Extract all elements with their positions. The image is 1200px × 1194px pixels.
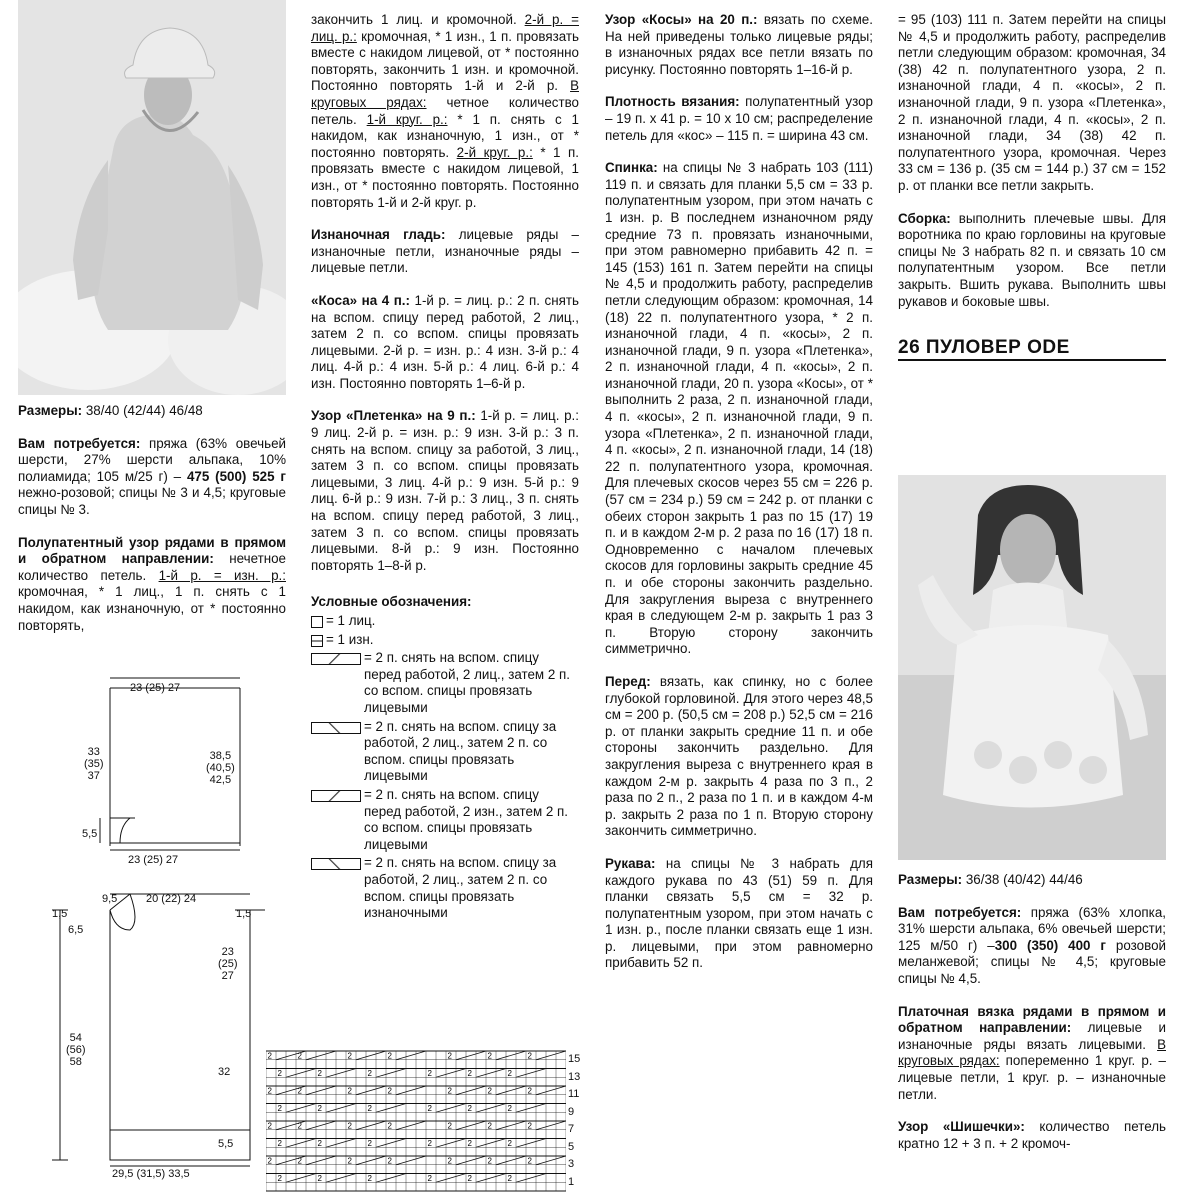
chart-row-number: 13 [568, 1070, 581, 1083]
cable-slash [356, 1086, 386, 1095]
cable-4-paragraph: «Коса» на 4 п.: 1-й р. = лиц. р.: 2 п. снять на вспом. спицу перед работой, 2 лиц., затем 2 п. со вспом. спицы провязать лицевыми. 2-й р. = изн. р.: 4 изн. 3-й р.: 4 лиц. 4-й р.: 4 изн. 5-й р.: 4 лиц. 6-й р.: 4 изн. Постоянно повторять 1–6-й р. [311, 292, 580, 391]
schema-right-label: 38,5 (40,5) 42,5 [206, 750, 235, 786]
cable-mark: 2 [277, 1068, 282, 1078]
cable-mark: 2 [317, 1068, 322, 1078]
body-schema [40, 890, 290, 1190]
half-patent-cont-paragraph: закончить 1 лиц. и кромочной. 2-й р. = лиц. р.: кромочная, * 1 изн., 1 п. провязать вместе с накидом лицевой, от * постоянно повторять, закончить 1 изн. и кромочной. Постоянно повторять 1-й и 2-й р. В круговых рядах: четное количество петель. 1-й круг. р.: * 1 п. снять с 1 накидом, как изнаночную, 1 изн., от * постоянно повторять. 2-й круг. р.: * 1 п. провязать вместе с накидом лицевой, 1 изн., от * постоянно повторять. Постоянно повторять 1-й и 2-й круг. р. [311, 12, 580, 210]
sleeves-cont-paragraph: = 95 (103) 111 п. Затем перейти на спицы № 4,5 и продолжить работу, распределив петли следующим образом: кромочная, 34 (38) 42 п. полупатентного узора, 2 п. изнаночной глади, 4 п. «косы», 2 п. изнаночной глади, 9 п. узора «Плетенка», 2 п. изнаночной глади, 4 п. «косы», 2 п. изнаночной глади, 34 (38) 42 п. полупатентного узора, кромочная. Через 33 см = 136 р. (35 см = 144 р.) 37 см = 152 р. от планки все петли закрыть. [898, 12, 1166, 193]
cable-slash [326, 1069, 356, 1078]
photo-model-bucket-hat [18, 0, 286, 395]
front-paragraph: Перед: вязать, как спинку, но с более глубокой горловиной. Для этого через 48,5 см = 200 р. (50,5 см = 208 р.) 52,5 см = 216 р. от планки закрыть средние 11 п. и обе стороны закончить раздельно. Для закругления выреза с внутреннего края в каждом 2-м р. закрыть 4 раза по 3 п., 2 раза по 2 п., 2 раза по 1 п. и в каждом 4-м р. закрыть 2 раза по 1 п. Вторую сторону закончить симметрично. [605, 673, 873, 839]
sleeve-schema [40, 668, 290, 868]
gauge-paragraph: Плотность вязания: полупатентный узор – 19 п. х 41 р. = 10 х 10 см; распределение петель для «кос» – 115 п. = ширина 43 см. [605, 94, 874, 143]
cable-slash [376, 1139, 406, 1148]
schema-neck-depth: 6,5 [68, 924, 84, 936]
cable-slash [516, 1174, 546, 1183]
cable-mark: 2 [367, 1173, 372, 1183]
symbol-purl-icon [311, 635, 323, 647]
cable-mark: 2 [427, 1173, 432, 1183]
chart-row-number: 11 [568, 1088, 580, 1100]
cable-mark: 2 [367, 1103, 372, 1113]
section-title: 26 ПУЛОВЕР ODE [898, 340, 1166, 361]
schema-rib: 5,5 [218, 1138, 234, 1150]
chart-row-number: 1 [568, 1175, 575, 1188]
cable-mark: 2 [447, 1121, 452, 1131]
cable-slash [356, 1121, 386, 1130]
cable-slash [286, 1069, 316, 1078]
cable-mark: 2 [277, 1173, 282, 1183]
cable-mark: 2 [347, 1086, 352, 1096]
cable-mark: 2 [317, 1173, 322, 1183]
cable-slash [476, 1104, 506, 1113]
column-4-lower [898, 872, 1166, 1168]
cable-slash [396, 1051, 426, 1060]
schema-left-1-5: 1,5 [52, 908, 68, 920]
photo-model-turtleneck [898, 475, 1166, 860]
cable-mark: 2 [317, 1103, 322, 1113]
cable-slash [326, 1174, 356, 1183]
schema-top-label: 23 (25) 27 [130, 682, 181, 694]
cable-slash [306, 1156, 336, 1165]
symbol-cable-back-purl-icon [311, 858, 361, 870]
garter-paragraph: Платочная вязка рядами в прямом и обратном направлении: лицевые и изнаночные ряды вязать лицевыми. В круговых рядах: попеременно 1 круг. р. – лицевые петли, 1 круг. р. – изнаночные петли. [898, 1003, 1166, 1102]
cable-slash [356, 1156, 386, 1165]
cable-slash [536, 1156, 566, 1165]
cable-slash [396, 1121, 426, 1130]
legend-item-cable-front-purl: = 2 п. снять на вспом. спицу перед работой, 2 изн., затем 2 п. со вспом. спицы провязать лицевыми [311, 787, 579, 853]
legend-item-cable-back-purl: = 2 п. снять на вспом. спицу за работой, 2 лиц., затем 2 п. со вспом. спицы провязать изнаночными [311, 855, 579, 921]
cable-slash [326, 1139, 356, 1148]
schema-left-label: 33 (35) 37 [84, 746, 104, 782]
cable-mark: 2 [347, 1156, 352, 1166]
cable-mark: 2 [347, 1121, 352, 1131]
assembly-paragraph: Сборка: выполнить плечевые швы. Для воротника по краю горловины на круговые спицы № 3 набрать 82 п. и связать 10 см полупатентным узором. Все петли закрыть. Вшить рукава. Выполнить швы рукавов и боковые швы. [898, 210, 1166, 309]
cable-slash [476, 1069, 506, 1078]
cable-mark: 2 [487, 1051, 492, 1061]
cable-mark: 2 [267, 1086, 272, 1096]
cable-slash [376, 1104, 406, 1113]
cable-slash [476, 1139, 506, 1148]
schema-bottom: 29,5 (31,5) 33,5 [112, 1168, 190, 1180]
materials-paragraph: Вам потребуется: пряжа (63% овечьей шерсти, 27% шерсти альпака, 10% полиамида; 105 м/25 г) – 475 (500) 525 г нежно-розовой; спицы № 3 и 4,5; круговые спицы № 3. [18, 435, 286, 517]
schema-bottom-label: 23 (25) 27 [128, 854, 179, 866]
legend [311, 594, 579, 921]
column-2 [311, 12, 579, 924]
cable-mark: 2 [387, 1051, 392, 1061]
cable-slash [516, 1139, 546, 1148]
cable-mark: 2 [467, 1103, 472, 1113]
cable-slash [536, 1086, 566, 1095]
half-patent-paragraph: Полупатентный узор рядами в прямом и обратном направлении: нечетное количество петель. 1-й р. = изн. р.: кромочная, * 1 лиц., 1 п. снять с 1 накидом, как изнаночную, от * постоянно повторять, [18, 534, 286, 633]
cable-mark: 2 [487, 1156, 492, 1166]
cable-mark: 2 [277, 1103, 282, 1113]
legend-item-cable-back: = 2 п. снять на вспом. спицу за работой, 2 лиц., затем 2 п. со вспом. спицы провязать лицевыми [311, 719, 579, 785]
cable-slash [496, 1156, 526, 1165]
cable-slash [286, 1174, 316, 1183]
cable-mark: 2 [317, 1138, 322, 1148]
plait-paragraph: Узор «Плетенка» на 9 п.: 1-й р. = лиц. р.: 9 лиц. 2-й р. = изн. р.: 9 изн. 3-й р.: 3 п. снять на вспом. спицу за работой, 3 лиц., затем 3 п. со вспом. спицы провязать лицевыми, 3 лиц. 4-й р.: 9 изн. 5-й р.: 9 лиц. 6-й р.: 9 изн. 7-й р.: 3 лиц., 3 п. снять на вспом. спицу перед работой, 3 лиц., затем 3 п. со вспом. спицы провязать лицевыми. 8-й р.: 9 изн. Постоянно повторять 1–8-й р. [311, 408, 580, 573]
cable-slash [376, 1069, 406, 1078]
cable-slash [496, 1086, 526, 1095]
cable-slash [356, 1051, 386, 1060]
cable-mark: 2 [507, 1138, 512, 1148]
cable-mark: 2 [267, 1051, 272, 1061]
chart-row-number: 3 [568, 1158, 575, 1170]
cable-mark: 2 [427, 1068, 432, 1078]
cable-slash [436, 1069, 466, 1078]
cable-mark: 2 [347, 1051, 352, 1061]
bobbles-paragraph: Узор «Шишечки»: количество петель кратно 12 + 3 п. + 2 кромоч- [898, 1119, 1166, 1151]
cable-mark: 2 [387, 1121, 392, 1131]
symbol-cable-front-icon [311, 653, 361, 665]
schema-body: 32 [218, 1066, 231, 1078]
legend-item-cable-front: = 2 п. снять на вспом. спицу перед работой, 2 лиц., затем 2 п. со вспом. спицы провязать лицевыми [311, 650, 579, 716]
legend-item-knit: = 1 лиц. [311, 613, 579, 630]
cable-slash [306, 1121, 336, 1130]
cable-slash [516, 1069, 546, 1078]
cable-slash [326, 1104, 356, 1113]
cable-slash [396, 1086, 426, 1095]
cable-mark: 2 [447, 1156, 452, 1166]
reverse-stockinette-paragraph: Изнаночная гладь: лицевые ряды – изнаночные петли, изнаночные ряды – лицевые петли. [311, 227, 580, 276]
sizes-2-paragraph: Размеры: 36/38 (40/42) 44/46 [898, 872, 1083, 887]
legend-item-purl: = 1 изн. [311, 632, 579, 649]
column-1 [18, 403, 286, 650]
cable-slash [476, 1174, 506, 1183]
cable-mark: 2 [527, 1156, 532, 1166]
cable-mark: 2 [387, 1086, 392, 1096]
cable-slash [436, 1104, 466, 1113]
cable-mark: 2 [297, 1121, 302, 1131]
schema-shoulder: 20 (22) 24 [146, 893, 197, 905]
cable-mark: 2 [507, 1103, 512, 1113]
chart-row-number: 15 [568, 1053, 581, 1065]
cable-slash [306, 1086, 336, 1095]
cable-slash [456, 1051, 486, 1060]
chart-row-number: 9 [568, 1105, 575, 1118]
schema-armhole: 23 (25) 27 [218, 946, 238, 982]
column-4 [898, 12, 1166, 371]
cable-mark: 2 [267, 1121, 272, 1131]
chart-row-number: 7 [568, 1123, 575, 1135]
sleeves-paragraph: Рукава: на спицы № 3 набрать для каждого рукава по 43 (51) 59 п. Для планки связать 5,5 см = 32 р. полупатентным узором, при этом начать с 1 изн. р., после планки связать еще 1 изн. р. лицевыми, при этом равномерно прибавить 52 п. [605, 855, 873, 971]
cable-mark: 2 [277, 1138, 282, 1148]
cable-slash [436, 1174, 466, 1183]
cables-20-paragraph: Узор «Косы» на 20 п.: вязать по схеме. На ней приведены только лицевые ряды; в изнаночных рядах все петли вязать по рисунку. Постоянно повторять 1–16-й р. [605, 12, 873, 77]
cable-mark: 2 [527, 1051, 532, 1061]
cable-mark: 2 [467, 1138, 472, 1148]
cable-mark: 2 [527, 1086, 532, 1096]
cable-mark: 2 [367, 1138, 372, 1148]
cable-mark: 2 [267, 1156, 272, 1166]
cable-mark: 2 [297, 1086, 302, 1096]
cable-mark: 2 [487, 1086, 492, 1096]
cable-mark: 2 [507, 1173, 512, 1183]
cable-slash [456, 1121, 486, 1130]
cable-mark: 2 [467, 1068, 472, 1078]
symbol-cable-front-purl-icon [311, 790, 361, 802]
cable-slash [456, 1156, 486, 1165]
back-paragraph: Спинка: на спицы № 3 набрать 103 (111) 119 п. и связать для планки 5,5 см = 33 р. полупатентным узором, при этом начать с 1 изн. р. В последнем изнаночном ряду средние 73 п. провязать изнаночными, при этом равномерно прибавить 42 п. = 145 (153) 161 п. Затем перейти на спицы № 4,5 и продолжить работу, распределив петли следующим образом: кромочная, 14 (18) 22 п. полупатентного узора, * 2 п. изнаночной глади, 4 п. «косы», 2 п. изнаночной глади, 9 п. узора «Плетенка», 2 п. изнаночной глади, 4 п. «косы», 2 п. изнаночной глади, 20 п. узора «Косы», от * выполнить 2 раза, 2 п. изнаночной глади, 4 п. «косы», 2 п. изнаночной глади, 9 п. узора «Плетенка», 2 п. изнаночной глади, 4 п. «косы», 2 п. изнаночной глади, 14 (18) 22 п. полупатентного узора, кромочная. Для плечевых скосов через 55 см = 226 р. (57 см = 234 р.) 59 см = 242 р. от планки с обеих сторон закрыть 1 раз по 15 (17) 19 п. и в каждом 2-м р. 2 раза по 16 (17) 18 п. Одновременно с началом плечевых скосов для горловины закрыть средние 45 п. и обе стороны закончить раздельно. Для закругления выреза с внутреннего края в следующем 2-м р. закрыть 1 раз 3 п. Вторую сторону закончить симметрично. [605, 160, 873, 657]
cable-chart [266, 1050, 586, 1192]
cable-mark: 2 [527, 1121, 532, 1131]
cable-mark: 2 [297, 1051, 302, 1061]
symbol-cable-back-icon [311, 722, 361, 734]
cable-slash [536, 1051, 566, 1060]
chart-row-number: 5 [568, 1140, 575, 1153]
cable-mark: 2 [297, 1156, 302, 1166]
legend-title: Условные обозначения: [311, 594, 472, 610]
cable-mark: 2 [447, 1086, 452, 1096]
cable-slash [496, 1051, 526, 1060]
cable-mark: 2 [507, 1068, 512, 1078]
schema-cuff-label: 5,5 [82, 828, 98, 840]
cable-mark: 2 [447, 1051, 452, 1061]
cable-slash [456, 1086, 486, 1095]
cable-slash [536, 1121, 566, 1130]
schema-total: 54 (56) 58 [66, 1032, 86, 1068]
cable-mark: 2 [387, 1156, 392, 1166]
cable-mark: 2 [427, 1103, 432, 1113]
schema-neck-side: 9,5 [102, 893, 118, 905]
column-3 [605, 12, 873, 988]
materials-2-paragraph: Вам потребуется: пряжа (63% хлопка, 31% шерсти альпака, 6% овечьей шерсти; 125 м/50 г) –300 (350) 400 г розовой меланжевой; спицы № 4,5; круговые спицы № 4,5. [898, 904, 1166, 986]
cable-slash [436, 1139, 466, 1148]
cable-slash [496, 1121, 526, 1130]
cable-slash [516, 1104, 546, 1113]
cable-slash [306, 1051, 336, 1060]
cable-slash [286, 1104, 316, 1113]
cable-mark: 2 [367, 1068, 372, 1078]
cable-slash [376, 1174, 406, 1183]
cable-mark: 2 [467, 1173, 472, 1183]
cable-slash [396, 1156, 426, 1165]
cable-mark: 2 [427, 1138, 432, 1148]
symbol-knit-icon [311, 616, 323, 628]
cable-mark: 2 [487, 1121, 492, 1131]
schema-right-1-5: 1,5 [236, 908, 252, 920]
sizes-paragraph: Размеры: 38/40 (42/44) 46/48 [18, 403, 203, 418]
cable-slash [286, 1139, 316, 1148]
